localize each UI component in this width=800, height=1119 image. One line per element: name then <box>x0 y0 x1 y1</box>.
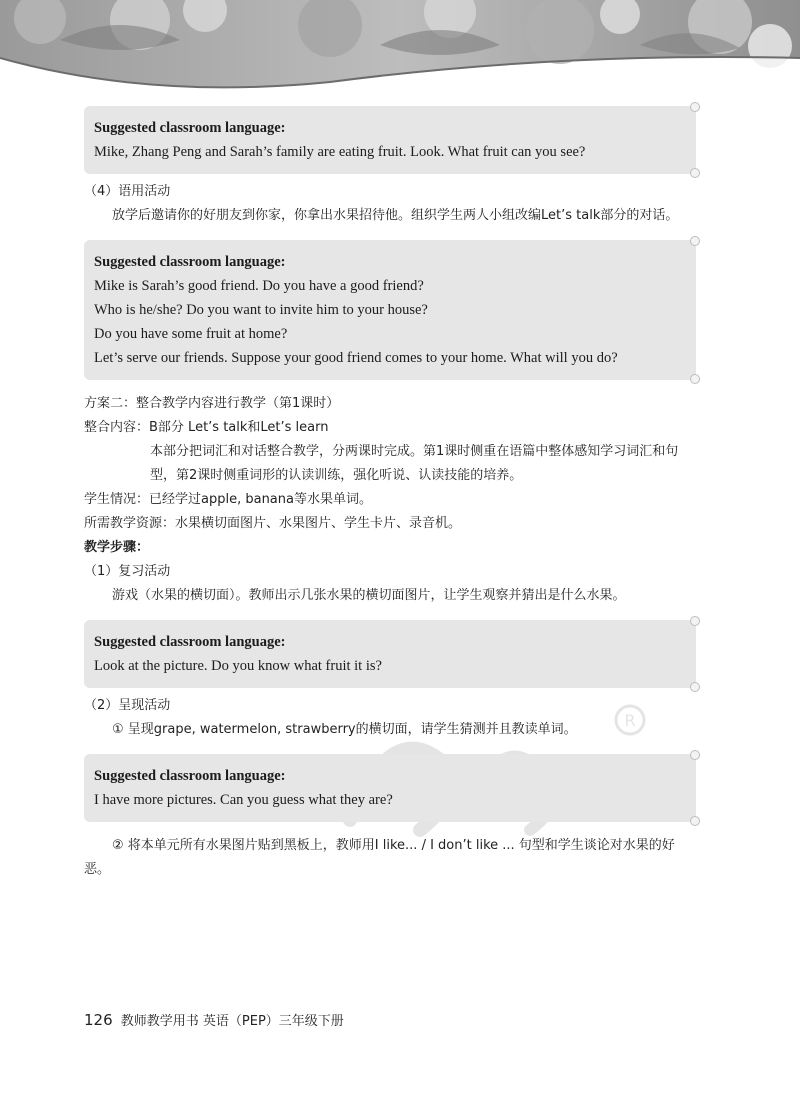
resources-info: 所需教学资源：水果横切面图片、水果图片、学生卡片、录音机。 <box>84 516 462 531</box>
box-line: Look at the picture. Do you know what fruit it is? <box>94 658 382 674</box>
plan-title: 方案二：整合教学内容进行教学（第1课时） <box>84 396 340 411</box>
suggested-language-box-3 <box>84 620 696 688</box>
suggested-language-box-4 <box>84 754 696 822</box>
section-heading-4: （4）语用活动 <box>84 184 171 199</box>
box-title: Suggested classroom language: <box>94 634 286 650</box>
paragraph: ① 呈现grape, watermelon, strawberry的横切面，请学生猜测并且教读单词。 <box>112 722 577 737</box>
book-title: 教师教学用书 英语（PEP）三年级下册 <box>120 1014 344 1029</box>
page-content <box>84 106 696 882</box>
page-footer <box>84 1010 344 1029</box>
student-info: 学生情况：已经学过apple, banana等水果单词。 <box>84 492 372 507</box>
box-title: Suggested classroom language: <box>94 254 286 270</box>
suggested-language-box-1 <box>84 106 696 174</box>
content-description: 本部分把词汇和对话整合教学，分两课时完成。第1课时侧重在语篇中整体感知学习词汇和句型，第2课时侧重词形的认读训练，强化听说、认读技能的培养。 <box>150 444 679 483</box>
box-line: I have more pictures. Can you guess what they are? <box>94 792 393 808</box>
header-banner <box>0 0 800 112</box>
section-heading-2: （2）呈现活动 <box>84 698 171 713</box>
content-label: 整合内容：B部分 Let’s talk和Let’s learn <box>84 420 329 435</box>
box-title: Suggested classroom language: <box>94 120 286 136</box>
box-line: Do you have some fruit at home? <box>94 326 288 342</box>
box-line: Let’s serve our friends. Suppose your good friend comes to your home. What will you do? <box>94 350 618 366</box>
box-line: Mike is Sarah’s good friend. Do you have a good friend? <box>94 278 424 294</box>
box-title: Suggested classroom language: <box>94 768 286 784</box>
page-number: 126 <box>84 1011 113 1029</box>
section-heading-1: （1）复习活动 <box>84 564 171 579</box>
paragraph: 放学后邀请你的好朋友到你家，你拿出水果招待他。组织学生两人小组改编Let’s talk部分的对话。 <box>112 208 679 223</box>
floral-banner-image <box>0 0 800 112</box>
box-line: Who is he/she? Do you want to invite him to your house? <box>94 302 428 318</box>
steps-label: 教学步骤： <box>84 540 150 555</box>
paragraph: ② 将本单元所有水果图片贴到黑板上，教师用I like... / I don’t like ... 句型和学生谈论对水果的好恶。 <box>84 838 675 877</box>
suggested-language-box-2 <box>84 240 696 380</box>
box-line: Mike, Zhang Peng and Sarah’s family are eating fruit. Look. What fruit can you see? <box>94 144 586 160</box>
svg-text:R: R <box>624 711 636 730</box>
paragraph: 游戏（水果的横切面）。教师出示几张水果的横切面图片，让学生观察并猜出是什么水果。 <box>112 588 626 603</box>
